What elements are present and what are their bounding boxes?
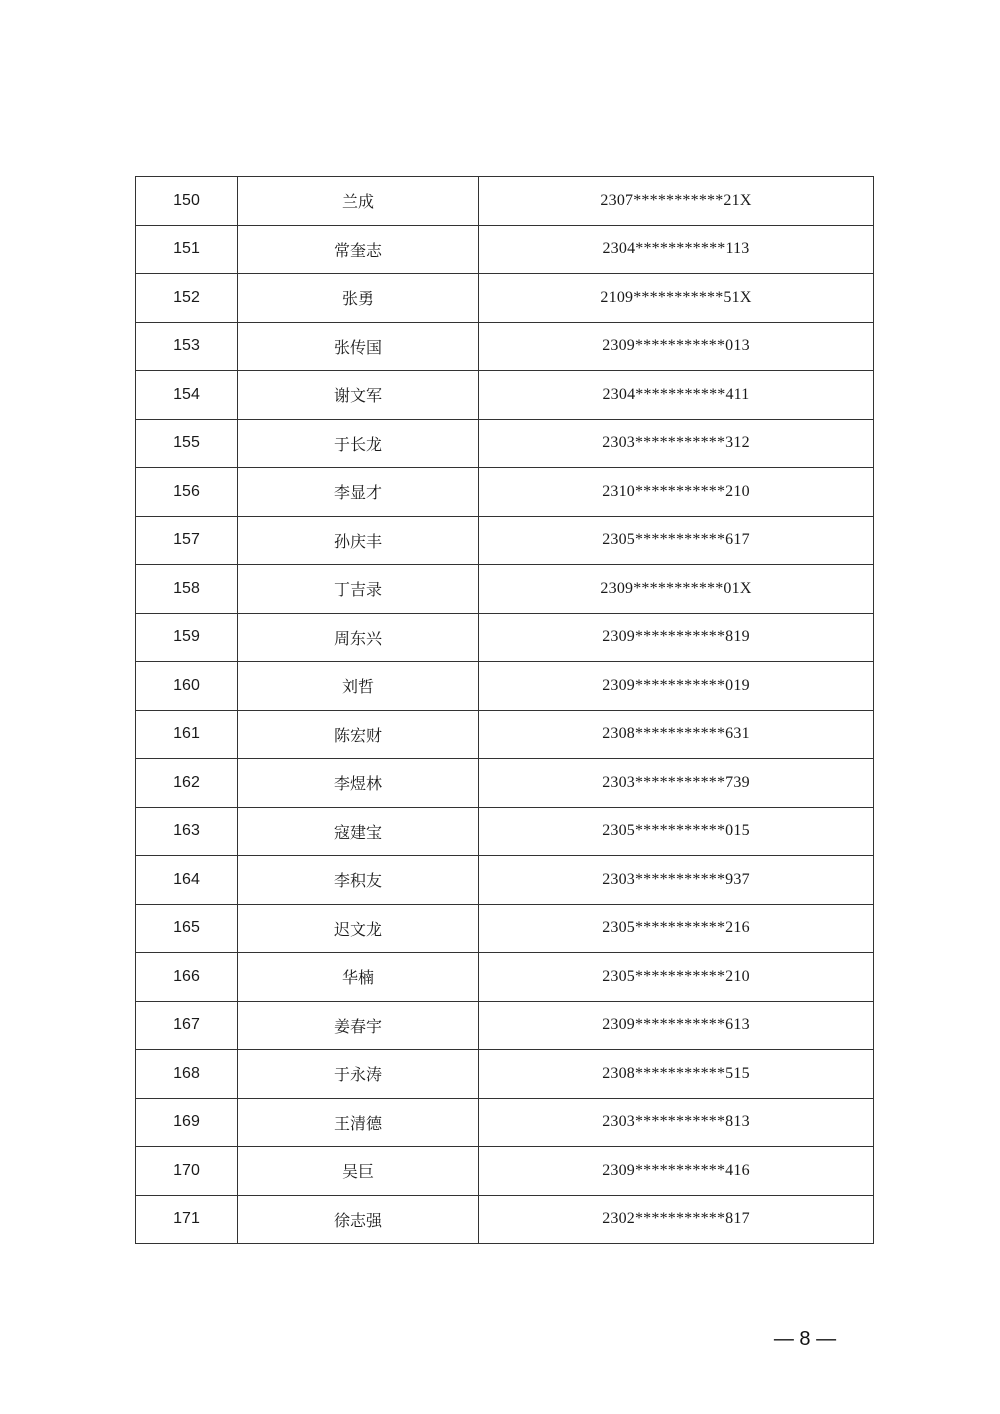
name-cell: 张勇: [238, 274, 479, 323]
table-row: [136, 613, 874, 662]
name-cell: 谢文军: [238, 371, 479, 420]
row-number-cell: 152: [136, 274, 238, 323]
id-number-cell: 2309***********416: [479, 1147, 874, 1196]
id-number-cell: 2309***********019: [479, 662, 874, 711]
name-cell: 迟文龙: [238, 904, 479, 953]
table-row: [136, 807, 874, 856]
id-number-cell: 2303***********739: [479, 759, 874, 808]
page-number: — 8 —: [773, 1328, 837, 1350]
table-row: [136, 1050, 874, 1099]
row-number-cell: 151: [136, 225, 238, 274]
id-number-cell: 2309***********819: [479, 613, 874, 662]
row-number-cell: 163: [136, 807, 238, 856]
id-number-cell: 2305***********216: [479, 904, 874, 953]
id-number-cell: 2309***********01X: [479, 565, 874, 614]
id-number-cell: 2309***********013: [479, 322, 874, 371]
roster-table: [135, 176, 874, 1244]
row-number-cell: 166: [136, 953, 238, 1002]
name-cell: 刘哲: [238, 662, 479, 711]
row-number-cell: 170: [136, 1147, 238, 1196]
row-number-cell: 169: [136, 1098, 238, 1147]
table-row: [136, 371, 874, 420]
name-cell: 吴巨: [238, 1147, 479, 1196]
row-number-cell: 162: [136, 759, 238, 808]
name-cell: 陈宏财: [238, 710, 479, 759]
table-row: [136, 322, 874, 371]
name-cell: 徐志强: [238, 1195, 479, 1244]
table-row: [136, 274, 874, 323]
id-number-cell: 2310***********210: [479, 468, 874, 517]
id-number-cell: 2303***********312: [479, 419, 874, 468]
id-number-cell: 2302***********817: [479, 1195, 874, 1244]
name-cell: 李煜林: [238, 759, 479, 808]
id-number-cell: 2109***********51X: [479, 274, 874, 323]
row-number-cell: 161: [136, 710, 238, 759]
id-number-cell: 2305***********617: [479, 516, 874, 565]
name-cell: 李积友: [238, 856, 479, 905]
table-row: [136, 1001, 874, 1050]
row-number-cell: 156: [136, 468, 238, 517]
table-row: [136, 1098, 874, 1147]
id-number-cell: 2304***********113: [479, 225, 874, 274]
table-row: [136, 419, 874, 468]
id-number-cell: 2303***********813: [479, 1098, 874, 1147]
table-row: [136, 516, 874, 565]
table-row: [136, 710, 874, 759]
row-number-cell: 157: [136, 516, 238, 565]
name-cell: 李显才: [238, 468, 479, 517]
row-number-cell: 168: [136, 1050, 238, 1099]
row-number-cell: 167: [136, 1001, 238, 1050]
name-cell: 张传国: [238, 322, 479, 371]
name-cell: 孙庆丰: [238, 516, 479, 565]
table-row: [136, 468, 874, 517]
row-number-cell: 160: [136, 662, 238, 711]
table-row: [136, 225, 874, 274]
table-row: [136, 904, 874, 953]
name-cell: 姜春宇: [238, 1001, 479, 1050]
row-number-cell: 164: [136, 856, 238, 905]
name-cell: 王清德: [238, 1098, 479, 1147]
id-number-cell: 2308***********631: [479, 710, 874, 759]
table-row: [136, 662, 874, 711]
row-number-cell: 159: [136, 613, 238, 662]
name-cell: 兰成: [238, 177, 479, 226]
table-row: [136, 759, 874, 808]
id-number-cell: 2303***********937: [479, 856, 874, 905]
name-cell: 常奎志: [238, 225, 479, 274]
name-cell: 周东兴: [238, 613, 479, 662]
row-number-cell: 165: [136, 904, 238, 953]
table-row: [136, 177, 874, 226]
row-number-cell: 153: [136, 322, 238, 371]
row-number-cell: 155: [136, 419, 238, 468]
id-number-cell: 2307***********21X: [479, 177, 874, 226]
row-number-cell: 171: [136, 1195, 238, 1244]
name-cell: 于永涛: [238, 1050, 479, 1099]
id-number-cell: 2309***********613: [479, 1001, 874, 1050]
table-row: [136, 1195, 874, 1244]
row-number-cell: 158: [136, 565, 238, 614]
row-number-cell: 154: [136, 371, 238, 420]
table-row: [136, 565, 874, 614]
id-number-cell: 2305***********015: [479, 807, 874, 856]
table-row: [136, 856, 874, 905]
name-cell: 丁吉录: [238, 565, 479, 614]
id-number-cell: 2304***********411: [479, 371, 874, 420]
id-number-cell: 2308***********515: [479, 1050, 874, 1099]
name-cell: 华楠: [238, 953, 479, 1002]
name-cell: 寇建宝: [238, 807, 479, 856]
row-number-cell: 150: [136, 177, 238, 226]
id-number-cell: 2305***********210: [479, 953, 874, 1002]
roster-table-body: [136, 177, 874, 1244]
name-cell: 于长龙: [238, 419, 479, 468]
table-row: [136, 1147, 874, 1196]
table-row: [136, 953, 874, 1002]
